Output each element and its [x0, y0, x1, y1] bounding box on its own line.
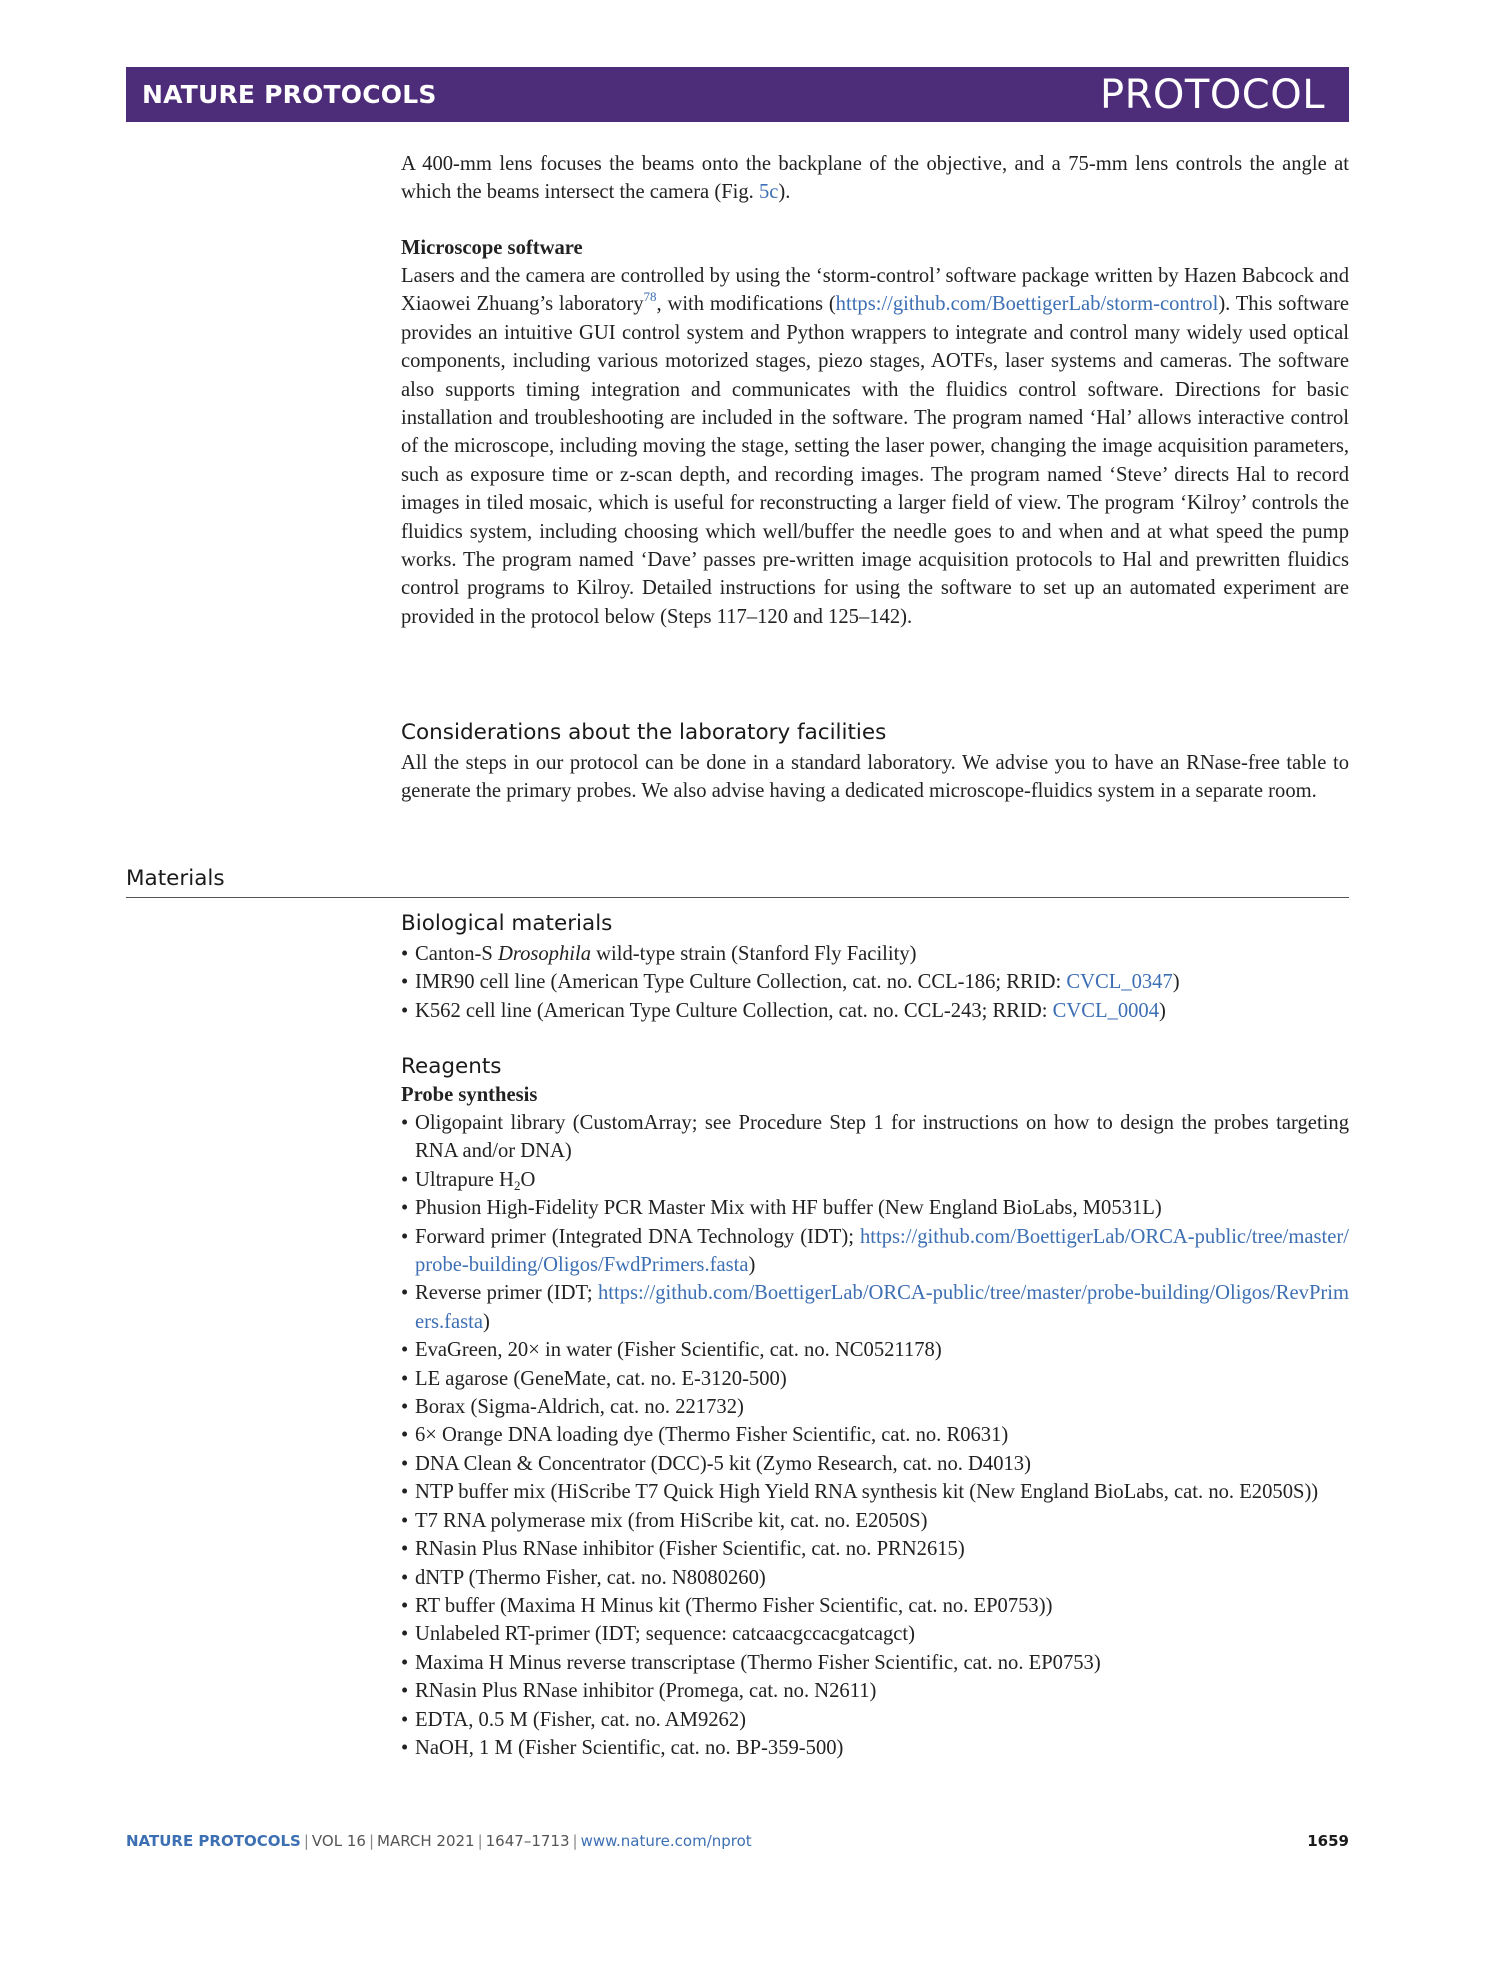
list-item: • RNasin Plus RNase inhibitor (Promega, cat. no. N2611) [401, 1677, 1349, 1705]
bullet-icon: • [401, 1168, 409, 1191]
bullet-icon: • [401, 1112, 409, 1134]
forward-primer-link[interactable]: https://github.com/BoettigerLab/ORCA-public/tree/master/probe-building/Oligos/FwdPrimers.fasta [415, 1225, 1349, 1277]
page-number: 1659 [1307, 1832, 1349, 1850]
microscope-software-section [401, 234, 1349, 631]
page-footer: NATURE PROTOCOLS | VOL 16 | MARCH 2021 | 1647–1713 | www.nature.com/nprot 1659 [126, 1832, 1349, 1850]
bullet-icon: • [401, 1225, 409, 1248]
biological-materials-list [401, 940, 1349, 1025]
list-item: • Forward primer (Integrated DNA Technology (IDT); https://github.com/BoettigerLab/ORCA-public/tree/master/probe-building/Oligos/FwdPrimers.fasta) [401, 1223, 1349, 1280]
list-item: • LE agarose (GeneMate, cat. no. E-3120-500) [401, 1365, 1349, 1393]
section-heading-reagents: Reagents [401, 1054, 502, 1079]
bullet-icon: • [401, 1367, 409, 1390]
journal-header-bar [126, 67, 1349, 122]
bullet-icon: • [401, 1396, 409, 1419]
bullet-icon: • [401, 1566, 409, 1589]
bullet-icon: • [401, 1680, 409, 1703]
list-item: • K562 cell line (American Type Culture Collection, cat. no. CCL-243; RRID: CVCL_0004) [401, 997, 1349, 1025]
bullet-icon: • [401, 943, 409, 965]
storm-control-link[interactable]: https://github.com/BoettigerLab/storm-control [835, 293, 1219, 316]
bullet-icon: • [401, 1736, 409, 1759]
list-item: • 6× Orange DNA loading dye (Thermo Fisher Scientific, cat. no. R0631) [401, 1421, 1349, 1449]
intro-section [401, 150, 1349, 207]
list-item: • Ultrapure $H_2O$ [401, 1166, 1349, 1194]
bullet-icon: • [401, 1651, 409, 1674]
reverse-primer-link[interactable]: https://github.com/BoettigerLab/ORCA-public/tree/master/probe-building/Oligos/RevPrimers.fasta [415, 1282, 1349, 1333]
section-heading-facilities: Considerations about the laboratory facilities [401, 720, 887, 745]
bullet-icon: • [401, 1339, 409, 1362]
list-item: • Reverse primer (IDT; https://github.com/BoettigerLab/ORCA-public/tree/master/probe-building/Oligos/RevPrimers.fasta) [401, 1279, 1349, 1336]
footer-date: MARCH 2021 [377, 1832, 475, 1850]
section-heading-software: Microscope software [401, 237, 583, 259]
software-paragraph: Lasers and the camera are controlled by using the ‘storm-control’ software package written by Hazen Babcock and Xiaowei Zhuang’s laboratory$^{78}$, with modifications (https://github.com/BoettigerLab/storm-control). This software provides an intuitive GUI control system and Python wrappers to integrate and control many widely used optical components, including various motorized stages, piezo stages, AOTFs, laser systems and cameras. The software also supports timing integration and communicates with the fluidics control software. Directions for basic installation and troubleshooting are included in the software. The program named ‘Hal’ allows interactive control of the microscope, including moving the stage, setting the laser power, changing the image acquisition parameters, such as exposure time or z-scan depth, and recording images. The program named ‘Steve’ directs Hal to record images in tiled mosaic, which is useful for reconstructing a larger field of view. The program ‘Kilroy’ controls the fluidics system, including choosing which well/buffer the needle goes to and when and at what speed the pump works. The program named ‘Dave’ passes pre-written image acquisition protocols to Hal and prewritten fluidics control programs to Kilroy. Detailed instructions for using the software to set up an automated experiment are provided in the protocol below (Steps 117–120 and 125–142). [401, 265, 1349, 628]
biological-materials-section [401, 910, 1349, 1025]
reference-link[interactable]: 78 [643, 289, 657, 305]
bullet-icon: • [401, 1452, 409, 1475]
footer-journal: NATURE PROTOCOLS [126, 1832, 301, 1850]
list-item: • Maxima H Minus reverse transcriptase (Thermo Fisher Scientific, cat. no. EP0753) [401, 1649, 1349, 1677]
footer-volume: VOL 16 [311, 1832, 366, 1850]
bullet-icon: • [401, 999, 409, 1022]
article-type: PROTOCOL [1099, 71, 1325, 118]
reagents-list [401, 1109, 1349, 1762]
section-divider [126, 897, 1349, 898]
bullet-icon: • [401, 1282, 409, 1305]
list-item: • EvaGreen, 20× in water (Fisher Scientific, cat. no. NC0521178) [401, 1336, 1349, 1364]
facilities-paragraph: All the steps in our protocol can be done in a standard laboratory. We advise you to have an RNase-free table to generate the primary probes. We also advise having a dedicated microscope-fluidics system in a separate room. [401, 752, 1349, 803]
list-item: • Phusion High-Fidelity PCR Master Mix with HF buffer (New England BioLabs, M0531L) [401, 1194, 1349, 1222]
footer-url-link[interactable]: www.nature.com/nprot [580, 1832, 752, 1850]
figure-link[interactable]: 5c [758, 181, 779, 204]
materials-section-label: Materials [126, 866, 225, 891]
rrid-link[interactable]: CVCL_0347 [1066, 971, 1173, 994]
list-item: • EDTA, 0.5 M (Fisher, cat. no. AM9262) [401, 1706, 1349, 1734]
list-item: • Oligopaint library (CustomArray; see Procedure Step 1 for instructions on how to design the probes targeting RNA and/or DNA) [401, 1109, 1349, 1166]
bullet-icon: • [401, 1594, 409, 1617]
reagents-section [401, 1053, 1349, 1762]
intro-paragraph: A 400-mm lens focuses the beams onto the backplane of the objective, and a 75-mm lens controls the angle at which the beams intersect the camera (Fig. 5c). [401, 153, 1349, 204]
bullet-icon: • [401, 1623, 409, 1646]
facilities-section [401, 719, 1349, 806]
footer-pages: 1647–1713 [485, 1832, 570, 1850]
bullet-icon: • [401, 1481, 409, 1504]
section-heading-biological: Biological materials [401, 911, 613, 936]
list-item: • RNasin Plus RNase inhibitor (Fisher Scientific, cat. no. PRN2615) [401, 1535, 1349, 1563]
bullet-icon: • [401, 1509, 409, 1532]
journal-name: NATURE PROTOCOLS [142, 80, 437, 109]
list-item: • NaOH, 1 M (Fisher Scientific, cat. no. BP-359-500) [401, 1734, 1349, 1762]
list-item: • Borax (Sigma-Aldrich, cat. no. 221732) [401, 1393, 1349, 1421]
list-item: • RT buffer (Maxima H Minus kit (Thermo Fisher Scientific, cat. no. EP0753)) [401, 1592, 1349, 1620]
bullet-icon: • [401, 971, 409, 994]
list-item: • Unlabeled RT-primer (IDT; sequence: catcaacgccacgatcagct) [401, 1620, 1349, 1648]
bullet-icon: • [401, 1424, 409, 1447]
bullet-icon: • [401, 1197, 409, 1220]
list-item: • NTP buffer mix (HiScribe T7 Quick High Yield RNA synthesis kit (New England BioLabs, cat. no. E2050S)) [401, 1478, 1349, 1506]
list-item: • DNA Clean & Concentrator (DCC)-5 kit (Zymo Research, cat. no. D4013) [401, 1450, 1349, 1478]
list-item: • Canton-S Drosophila wild-type strain (Stanford Fly Facility) [401, 940, 1349, 968]
rrid-link[interactable]: CVCL_0004 [1052, 999, 1160, 1022]
list-item: • T7 RNA polymerase mix (from HiScribe kit, cat. no. E2050S) [401, 1507, 1349, 1535]
subsection-heading-probe-synthesis: Probe synthesis [401, 1084, 538, 1106]
list-item: • dNTP (Thermo Fisher, cat. no. N8080260) [401, 1564, 1349, 1592]
bullet-icon: • [401, 1708, 409, 1731]
bullet-icon: • [401, 1538, 409, 1561]
list-item: • IMR90 cell line (American Type Culture Collection, cat. no. CCL-186; RRID: CVCL_0347) [401, 968, 1349, 996]
